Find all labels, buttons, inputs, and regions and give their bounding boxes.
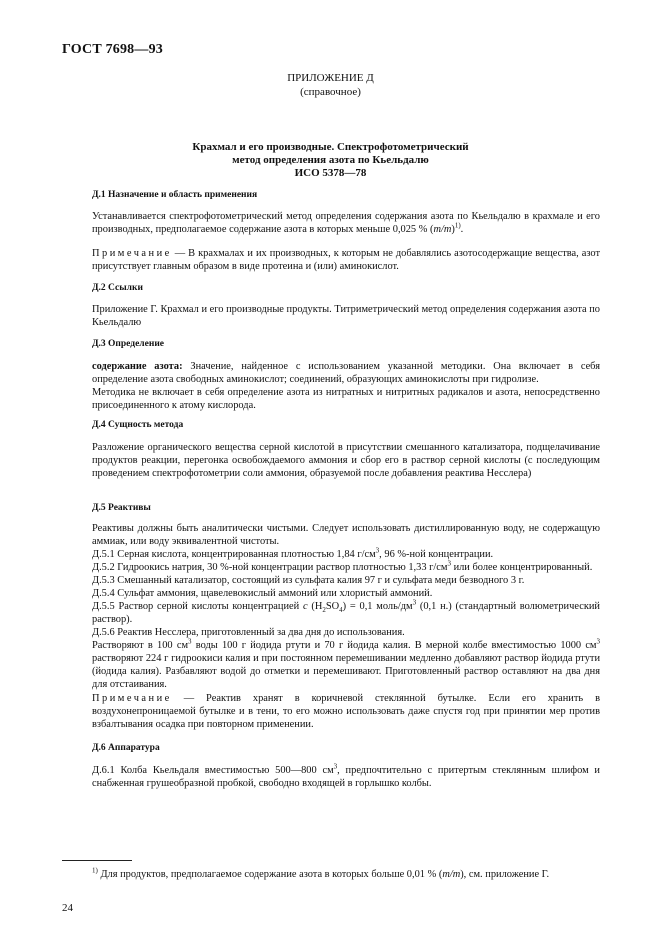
d6-item-1: Д.6.1 Колба Кьельдаля вместимостью 500—800 $см^3$, предпочтительно с притертым стеклянным шлифом и снабженная грушеобразной пробкой, свободно входящей в горлышко колбы.	[92, 762, 600, 789]
title-line-1: Крахмал и его производные. Спектрофотометрический	[192, 141, 469, 153]
section-heading-d3: Д.3 Определение	[92, 339, 165, 349]
section-d6-body	[92, 764, 600, 790]
section-d3-body	[92, 360, 600, 412]
section-heading-d4: Д.4 Сущность метода	[92, 420, 184, 430]
document-title	[80, 141, 581, 180]
footnote-mark: 1)	[92, 866, 98, 875]
section-d4-body: Разложение органического вещества серной кислотой в присутствии смешанного катализатора, подщелачивание продуктов реакции, перегонка освобождаемого аммония и сбор его в раствор серной кислоты (с последующим проведением спектрофотометрии соли аммония, образуемой после добавления реактива Несслера)	[92, 442, 600, 479]
d1-note: Примечание — В крахмалах и их производных, к которым не добавлялись азотосодержащие вещества, азот присутствует главным образом в виде протеина и (или) аминокислот.	[92, 248, 600, 272]
d3-definition: содержание азота: Значение, найденное с использованием указанной методики. Она включает в себя определение азота свободных аминокислот; соединений, образующих аминокислоты при гидролизе.	[92, 361, 600, 385]
d5-item-5: Д.5.5 Раствор серной кислоты концентрацией c $(H_2SO_4) = 0,1$ моль/$дм^3$ (0,1 н.) (стандартный волюметрический раствор).	[92, 598, 600, 625]
d5-item-4: Д.5.4 Сульфат аммония, щавелевокислый аммоний или хлористый аммоний.	[92, 588, 433, 599]
section-heading-d1: Д.1 Назначение и область применения	[92, 190, 258, 200]
section-d5-body	[92, 522, 600, 691]
d5-item-6: Д.5.6 Реактив Несслера, приготовленный за два дня до использования.	[92, 627, 405, 638]
d5-note: Примечание — Реактив хранят в коричневой стеклянной бутылке. Если его хранить в воздухонепроницаемой бутылке и в тени, то его можно использовать даже спустя год при принятии мер против взбалтывания осадка при повторном применении.	[92, 693, 600, 730]
footnote-ref: 1)	[454, 221, 461, 230]
section-heading-d2: Д.2 Ссылки	[92, 283, 143, 293]
footnote-separator	[62, 860, 132, 861]
d5-item-3: Д.5.3 Смешанный катализатор, состоящий из сульфата калия 97 г и сульфата меди безводного 3 г.	[92, 575, 525, 586]
appendix-title: ПРИЛОЖЕНИЕ Д	[287, 72, 374, 84]
page-number: 24	[62, 902, 73, 914]
title-line-2: метод определения азота по Кьельдалю	[232, 154, 429, 166]
section-d1-note	[92, 247, 600, 273]
standard-header: ГОСТ 7698—93	[62, 42, 163, 57]
section-d1-body	[92, 210, 600, 236]
d5-nessler-prep: Растворяют в 100 $см^3$ воды 100 г йодида ртути и 70 г йодида калия. В мерной колбе вместимостью 1000 $см^3$ растворяют 224 г гидроокиси калия и при постоянном перемешивании медленно добавляют раствор йодида ртути (йодида калия). Разбавляют водой до отметки и перемешивают. Приготовленный раствор оставляют на два дня для отстаивания.	[92, 637, 601, 690]
d5-intro: Реактивы должны быть аналитически чистыми. Следует использовать дистиллированную воду, не содержащую аммиак, или воду эквивалентной чистоты.	[92, 523, 600, 547]
d5-item-1: Д.5.1 Серная кислота, концентрированная плотностью 1,84 $г/см^3$, 96 %-ной концентрации.	[92, 546, 494, 560]
d3-paragraph-2: Методика не включает в себя определение азота из нитратных и нитритных радикалов и азота, непосредственно присоединенного к атому кислорода.	[92, 387, 600, 411]
d5-item-2: Д.5.2 Гидроокись натрия, 30 %-ной концентрации раствор плотностью 1,33 $г/см^3$ или более концентрированный.	[92, 559, 593, 573]
section-heading-d6: Д.6 Аппаратура	[92, 743, 160, 753]
section-heading-d5: Д.5 Реактивы	[92, 503, 151, 513]
appendix-subtitle: (справочное)	[300, 86, 361, 98]
footnote: $^{1)}$ Для продуктов, предполагаемое содержание азота в которых больше 0,01 % (m/m), см. приложение Г.	[92, 866, 550, 880]
title-line-3: ИСО 5378—78	[294, 167, 367, 179]
section-d2-body: Приложение Г. Крахмал и его производные продукты. Титриметрический метод определения содержания азота по Кьельдалю	[92, 304, 600, 328]
d1-paragraph: Устанавливается спектрофотометрический метод определения содержания азота по Кьельдалю в крахмале и его производных, предполагаемое содержание азота в которых меньше 0,025 % $(m/m)^{1)}$.	[92, 211, 600, 235]
section-d5-note	[92, 692, 600, 731]
